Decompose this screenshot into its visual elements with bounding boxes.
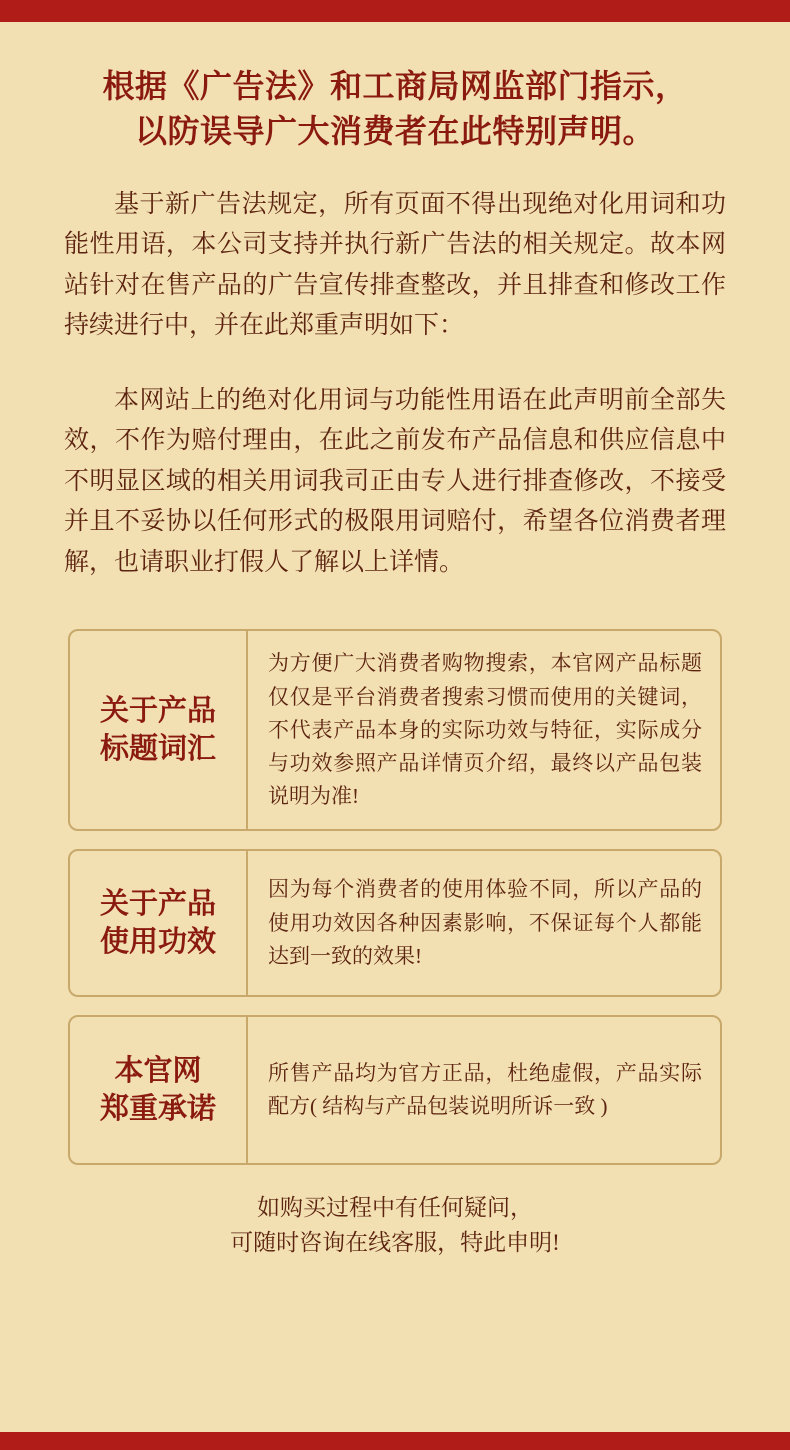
- statement-card-title-line-1: 本官网: [114, 1054, 202, 1087]
- statement-card-official-promise: [68, 1015, 722, 1165]
- statement-card-title-line-2: 郑重承诺: [99, 1093, 216, 1126]
- statement-card-title-line-1: 关于产品: [99, 887, 216, 920]
- statement-card-title-line-1: 关于产品: [99, 695, 216, 728]
- statement-card-product-effect: [68, 849, 722, 997]
- statement-card-body: 因为每个消费者的使用体验不同，所以产品的使用功效因各种因素影响，不保证每个人都能达到一致的效果!: [268, 877, 702, 968]
- statement-card-title: [70, 631, 248, 829]
- statement-card-body: 所售产品均为官方正品，杜绝虚假，产品实际配方( 结构与产品包装说明所诉一致 ): [268, 1061, 702, 1119]
- bottom-red-band: [0, 1432, 790, 1450]
- footer-note-line-2: 可随时咨询在线客服，特此申明!: [230, 1229, 560, 1255]
- top-red-band: [0, 0, 790, 22]
- statement-card-product-title: [68, 629, 722, 831]
- statement-card-title-line-2: 标题词汇: [99, 733, 216, 766]
- content-sheet: [0, 22, 790, 1432]
- page-title-line-2: 以防误导广大消费者在此特别声明。: [134, 113, 655, 150]
- page-title: [58, 64, 732, 155]
- statement-card-title: [70, 1017, 248, 1163]
- disclaimer-paragraph-2: 本网站上的绝对化用词与功能性用语在此声明前全部失效，不作为赔付理由，在此之前发布产品信息和供应信息中不明显区域的相关用词我司正由专人进行排查修改，不接受并且不妥协以任何形式的极限用词赔付，希望各位消费者理解，也请职业打假人了解以上详情。: [64, 386, 726, 576]
- page-title-line-1: 根据《广告法》和工商局网监部门指示，: [102, 68, 688, 104]
- statement-card-list: [68, 629, 722, 1165]
- statement-card-body: 为方便广大消费者购物搜索，本官网产品标题仅仅是平台消费者搜索习惯而使用的关键词，不代表产品本身的实际功效与特征，实际成分与功效参照产品详情页介绍，最终以产品包装说明为准!: [268, 651, 702, 809]
- footer-note: [58, 1191, 732, 1260]
- statement-card-title: [70, 851, 248, 995]
- footer-note-line-1: 如购买过程中有任何疑问，: [257, 1195, 533, 1221]
- disclaimer-paragraph-1: 基于新广告法规定，所有页面不得出现绝对化用词和功能性用语，本公司支持并执行新广告法的相关规定。故本网站针对在售产品的广告宣传排查整改，并且排查和修改工作持续进行中，并在此郑重声明如下：: [64, 190, 726, 340]
- statement-card-title-line-2: 使用功效: [99, 926, 216, 959]
